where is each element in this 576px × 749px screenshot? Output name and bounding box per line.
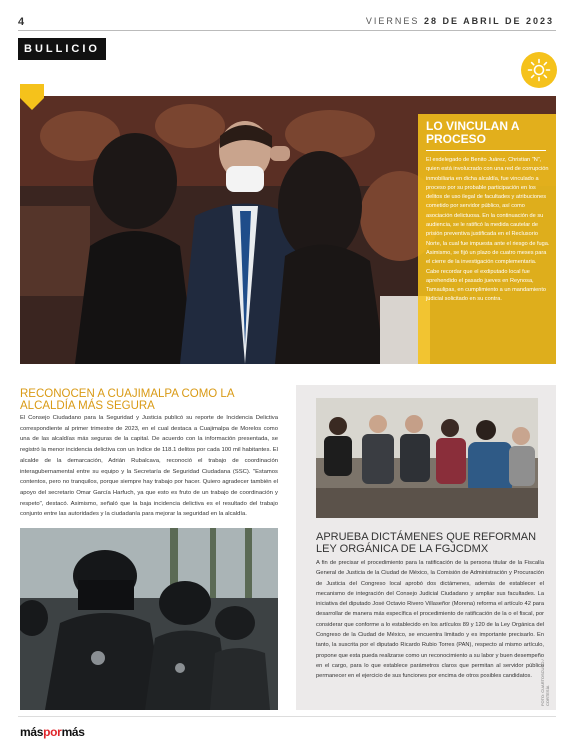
police-photo-illustration — [20, 528, 278, 710]
section-label: BULLICIO — [18, 38, 106, 60]
sun-icon-glyph — [527, 58, 551, 82]
meeting-photo-illustration — [316, 398, 538, 518]
sidebar-body: El exdelegado de Benito Juárez, Christian "N", quien está involucrado con una red de corrupción inmobiliaria en dicha alcaldía, fue vinculado a proceso por su probable participación en los delitos de uso ilegal de facultades y atribuciones cometido por servidor público, así como asociación delictuosa. En la continuación de su audiencia, se le ratificó la medida cautelar de prisión preventiva justificada en el Reclusorio Norte, la cual fue impuesta ante el riesgo de fuga. Asimismo, se fijó un plazo de cuatro meses para el cierre de la investigación complementaria. Cabe recordar que el exdiputado local fue aprehendido el pasado jueves en Reynosa, Tamaulipas, en cumplimiento a un mandamiento judicial solicitado en su contra. — [426, 157, 550, 303]
chevron-down-icon — [20, 84, 44, 110]
article-2-body: A fin de precisar el procedimiento para la ratificación de la persona titular de la Fiscalía General de Justicia de la Ciudad de México, la Comisión de Administración y Procuración de Justicia del Congreso local aprobó dos dictámenes, además de establecer el mecanismo de integración del Consejo Judicial Ciudadano y ampliar sus facultades. La iniciativa del diputado José Octavio Rivero Villaseñor (Morena) reforma el artículo 42 para desarrollar de manera más específica el procedimiento de ratificación de la o el fiscal, por considerar que conforme a lo establecido en los artículos 89 y 120 de la Ley Orgánica del Congreso de la Ciudad de México, se encuentra limitado y es importante precisarlo. En tanto, la suscrita por el diputado Ricardo Rubio Torres (PAN), respecto al mismo artículo, propone que esta pueda realizarse como un reconocimiento a su labor y buen desempeño en el cargo, para lo que establece parámetros claros que permitan al servidor público permanecer en el ejercicio de sus funciones por encima de otros posibles candidatos. — [316, 560, 544, 680]
logo-part-2: por — [43, 725, 62, 739]
meeting-photo — [316, 398, 538, 518]
footer-rule — [18, 716, 556, 717]
sidebar-divider — [426, 150, 546, 151]
article-1-title: RECONOCEN A CUAJIMALPA COMO LA ALCALDÍA MÁS SEGURA — [20, 388, 234, 412]
date-day: 28 DE ABRIL DE 2023 — [423, 16, 554, 26]
photo-credit: FOTO: CUARTOSCURO / CORTESÍA — [540, 659, 550, 706]
masxmas-logo — [20, 725, 85, 739]
sidebar-title: LO VINCULAN A PROCESO — [426, 119, 520, 146]
sun-icon — [521, 52, 557, 88]
article-2-title: APRUEBA DICTÁMENES QUE REFORMAN LEY ORGÁNICA DE LA FGJCDMX — [316, 531, 537, 555]
police-photo — [20, 528, 278, 710]
header-rule — [18, 30, 556, 31]
issue-date — [366, 16, 554, 26]
date-weekday: VIERNES — [365, 16, 420, 26]
page-number: 4 — [18, 16, 25, 28]
logo-part-3: más — [61, 725, 85, 739]
logo-part-1: más — [20, 725, 44, 739]
article-1-body: El Consejo Ciudadano para la Seguridad y Justicia publicó su reporte de Incidencia Delictiva correspondiente al primer trimestre de 2023, en el cual destaca a Cuajimalpa de Morelos como una de las alcaldías más seguras de la capital. De acuerdo con la información presentada, se registró la menor incidencia delictiva con un índice de 118.1 delitos por cada 100 mil habitantes. El alcalde de la demarcación, Adrián Rubalcava, reconoció el trabajo de coordinación interagubernamental entre su equipo y la Secretaría de Seguridad Ciudadana (SSC). "Estamos contentos, pero no tranquilos, porque siempre hay trabajo por hacer. Quiero agradecer también el apoyo del secretario Omar García Harfuch, ya que esto es fruto de un trabajo de coordinación y respeto", destacó. Asimismo, señaló que la baja incidencia delictiva es el resultado del trabajo conjunto entre las autoridades y la ciudadanía para mejorar la seguridad en la alcaldía. — [20, 415, 278, 518]
